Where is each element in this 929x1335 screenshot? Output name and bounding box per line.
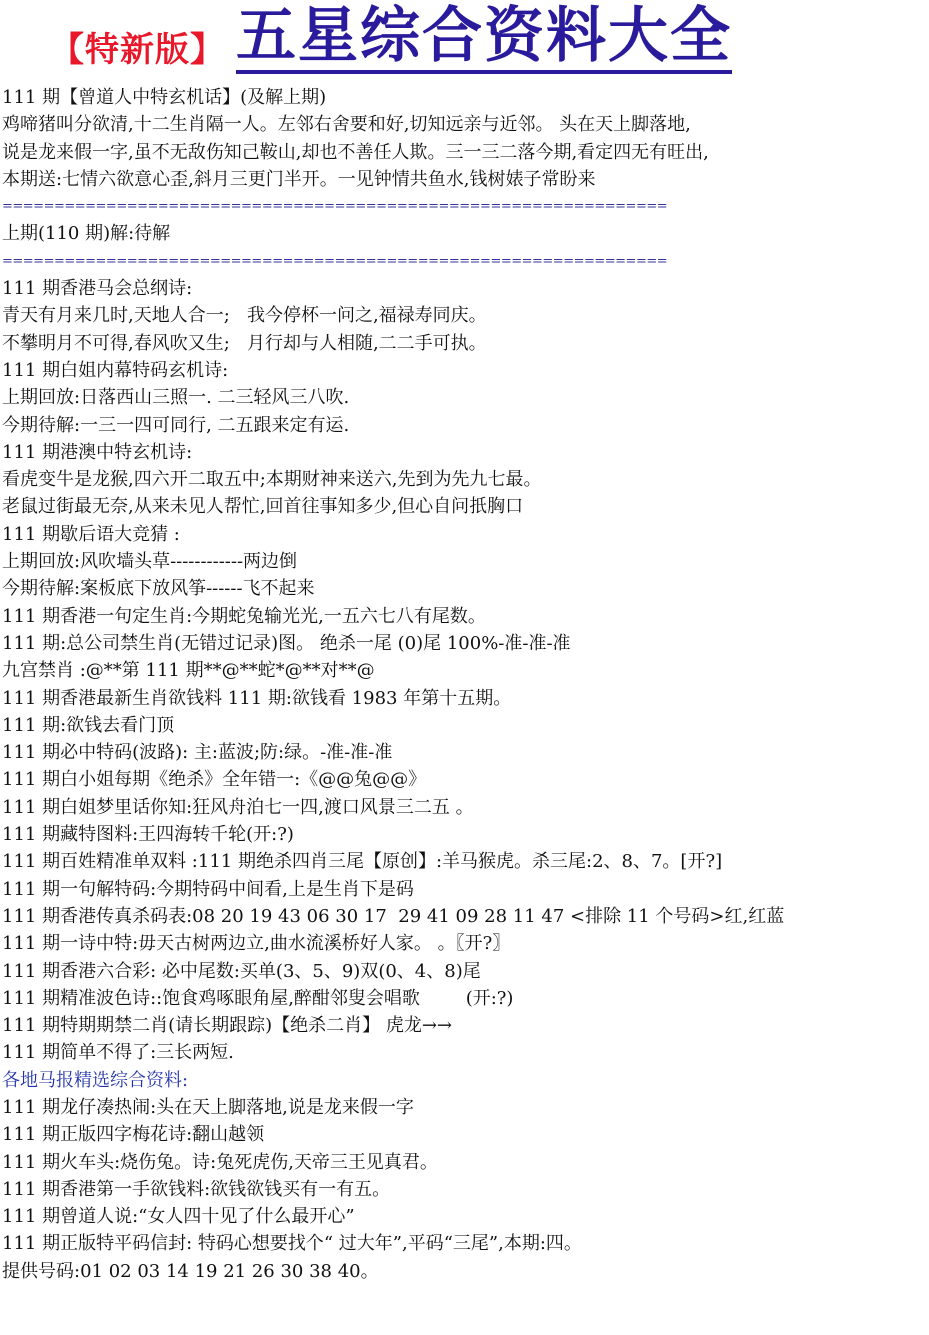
text-line: 111 期必中特码(波路): 主:蓝波;防:绿。-准-准-准 xyxy=(2,742,393,764)
text-line: 111 期香港一句定生肖:今期蛇兔输光光,一五六七八有尾数。 xyxy=(2,605,486,627)
text-line: 提供号码:01 02 03 14 19 21 26 30 38 40。 xyxy=(2,1260,379,1282)
text-line: 不攀明月不可得,春风吹又生; 月行却与人相随,二二手可执。 xyxy=(2,332,487,354)
text-line: 111 期白姐内幕特码玄机诗: xyxy=(2,359,229,381)
text-line: 上期回放:风吹墙头草------------两边倒 xyxy=(2,551,298,573)
text-line: 九宫禁肖 :@**第 111 期**@**蛇*@**对**@ xyxy=(2,660,375,682)
text-line: 111 期香港传真杀码表:08 20 19 43 06 30 17 29 41 09 28 11 47 <排除 11 个号码>红,红蓝 xyxy=(2,905,785,927)
text-line: 111 期香港马会总纲诗: xyxy=(2,278,193,300)
text-line: 111 期歇后语大竞猜 : xyxy=(2,523,180,545)
text-line: 看虎变牛是龙猴,四六开二取五中;本期财神来送六,先到为先九七最。 xyxy=(2,469,542,491)
page-title: 五星综合资料大全 xyxy=(236,4,732,74)
text-line: 111 期特期期禁二肖(请长期跟踪)【绝杀二肖】 虎龙→→ xyxy=(2,1015,453,1037)
text-line: 上期回放:日落西山三照一. 二三轻风三八吹. xyxy=(2,387,350,409)
text-line: 上期(110 期)解:待解 xyxy=(2,223,171,245)
text-line: 111 期百姓精准单双料 :111 期绝杀四肖三尾【原创】:羊马猴虎。杀三尾:2、8、7。[开?] xyxy=(2,851,723,873)
text-line: 111 期:总公司禁生肖(无错过记录)图。 绝杀一尾 (0)尾 100%-准-准-准 xyxy=(2,632,571,654)
separator-line: ================================================================ xyxy=(2,253,668,269)
section-heading: 各地马报精选综合资料: xyxy=(2,1069,189,1091)
text-line: 111 期火车头:烧伤兔。诗:兔死虎伤,天帝三王见真君。 xyxy=(2,1151,438,1173)
page-header xyxy=(0,0,929,82)
text-line: 青天有月来几时,天地人合一; 我今停杯一问之,福禄寿同庆。 xyxy=(2,305,487,327)
text-line: 本期送:七情六欲意心歪,斜月三更门半开。一见钟情共鱼水,钱树婊子常盼来 xyxy=(2,168,596,190)
text-line: 111 期白姐梦里话你知:狂风舟泊七一四,渡口风景三二五 。 xyxy=(2,796,474,818)
text-line: 111 期一诗中特:毋天古树两边立,曲水流溪桥好人家。 。〖开?〗 xyxy=(2,933,511,955)
separator-line: ================================================================ xyxy=(2,199,668,215)
text-line: 111 期藏特图料:王四海转千轮(开:?) xyxy=(2,824,294,846)
text-line: 今期待解:一三一四可同行, 二五跟来定有运. xyxy=(2,414,350,436)
text-line: 111 期:欲钱去看门顶 xyxy=(2,714,175,736)
text-line: 111 期精准波色诗::饱食鸡啄眼角屋,醉酣邻叟会唱歌 (开:?) xyxy=(2,987,514,1009)
text-line: 说是龙来假一字,虽不无敌伤知己鞍山,却也不善任人欺。三一三二落今期,看定四无有旺出, xyxy=(2,141,709,163)
text-line: 111 期正版四字梅花诗:翻山越领 xyxy=(2,1124,265,1146)
text-line: 111 期正版特平码信封: 特码心想要找个“ 过大年”,平码“三尾”,本期:四。 xyxy=(2,1233,582,1255)
text-line: 111 期简单不得了:三长两短. xyxy=(2,1042,234,1064)
text-line: 111 期【曾道人中特玄机话】(及解上期) xyxy=(2,87,327,108)
text-line: 111 期白小姐每期《绝杀》全年错一:《@@兔@@》 xyxy=(2,769,427,791)
text-line: 鸡啼猪叫分欲清,十二生肖隔一人。左邻右舍要和好,切知远亲与近邻。 头在天上脚落地, xyxy=(2,114,691,136)
text-line: 111 期香港第一手欲钱料:欲钱欲钱买有一有五。 xyxy=(2,1178,391,1200)
text-line: 111 期曾道人说:“女人四十见了什么最开心” xyxy=(2,1206,355,1228)
text-line: 老鼠过街最无奈,从来未见人帮忙,回首往事知多少,但心自问扺胸口 xyxy=(2,496,524,518)
text-line: 111 期港澳中特玄机诗: xyxy=(2,441,193,463)
text-line: 111 期一句解特码:今期特码中间看,上是生肖下是码 xyxy=(2,878,414,900)
text-line: 今期待解:案板底下放风筝------飞不起来 xyxy=(2,578,315,600)
text-line: 111 期香港最新生肖欲钱料 111 期:欲钱看 1983 年第十五期。 xyxy=(2,687,512,709)
text-line: 111 期龙仔凑热闹:头在天上脚落地,说是龙来假一字 xyxy=(2,1096,414,1118)
text-line: 111 期香港六合彩: 必中尾数:买单(3、5、9)双(0、4、8)尾 xyxy=(2,960,481,982)
document-body xyxy=(2,84,927,1285)
edition-badge: 【特新版】 xyxy=(50,30,225,70)
